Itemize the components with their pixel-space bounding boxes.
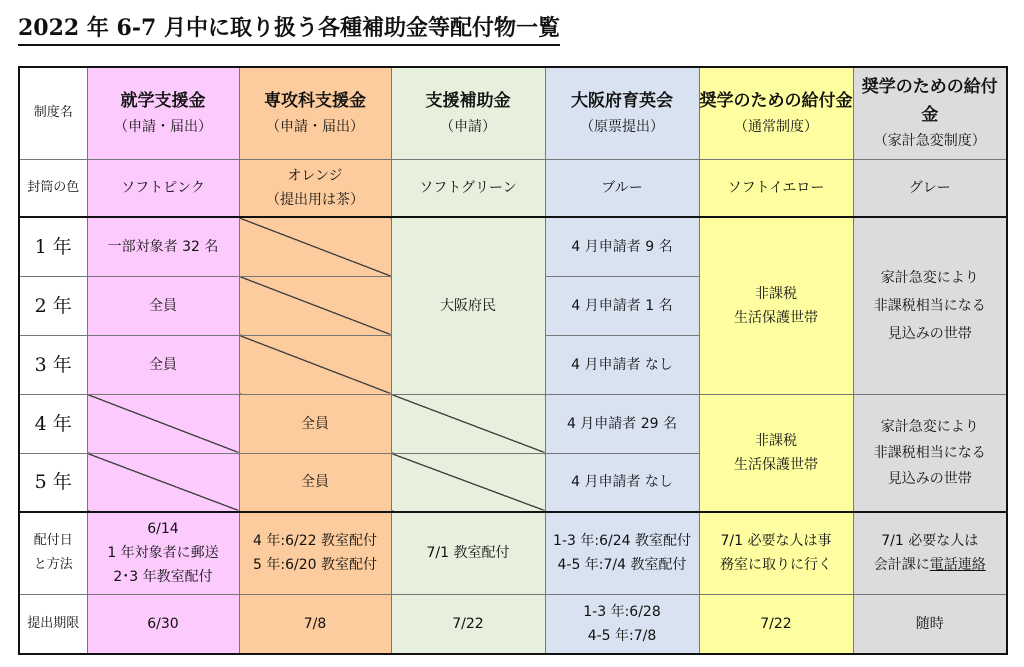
shugaku-grade-1: 一部対象者 32 名: [87, 217, 239, 276]
row-label-deadline: 提出期限: [19, 594, 87, 654]
kyufu-line: 生活保護世帯: [734, 456, 818, 473]
row-label-envelope: 封筒の色: [19, 159, 87, 217]
distribution-text: 会計課に: [873, 557, 930, 574]
deadline-shien: 7/22: [391, 594, 545, 654]
distribution-senkoka: [239, 512, 391, 594]
senkoka-grade-1-not-applicable: [239, 217, 391, 276]
distribution-ikueikai: [545, 512, 699, 594]
column-header-ikueikai: [545, 67, 699, 159]
ikueikai-grade-1: 4 月申請者 9 名: [545, 217, 699, 276]
kyufu-line: 非課税: [755, 432, 797, 449]
senkoka-grade-5: 全員: [239, 453, 391, 512]
label-line: 配付日: [33, 533, 73, 549]
senkoka-grade-4: 全員: [239, 394, 391, 453]
deadline-line: 1-3 年:6/28: [583, 603, 661, 620]
kyufu-line: 生活保護世帯: [734, 309, 818, 326]
column-name: 専攻科支援金: [264, 91, 366, 112]
ikueikai-grade-2: 4 月申請者 1 名: [545, 276, 699, 335]
envelope-color-row: [19, 159, 1007, 217]
distribution-shugaku: [87, 512, 239, 594]
distribution-row: [19, 512, 1007, 594]
distribution-kyuhen: [853, 512, 1007, 594]
shugaku-grade-2: 全員: [87, 276, 239, 335]
row-label-grade-5: 5 年: [19, 453, 87, 512]
grade-1-row: [19, 217, 1007, 276]
column-name: 就学支援金: [120, 91, 206, 112]
row-label-grade-4: 4 年: [19, 394, 87, 453]
column-header-kyuhen: [853, 67, 1007, 159]
subsidy-table: [18, 66, 1008, 655]
row-label-grade-3: 3 年: [19, 335, 87, 394]
deadline-ikueikai: [545, 594, 699, 654]
ikueikai-grade-4: 4 月申請者 29 名: [545, 394, 699, 453]
shien-grade-1-3: 大阪府民: [391, 217, 545, 394]
deadline-kyuhen: 随時: [853, 594, 1007, 654]
kyuhen-line: 見込みの世帯: [887, 470, 972, 487]
distribution-line: 務室に取りに行く: [720, 557, 832, 574]
column-sub: （申請）: [440, 119, 496, 136]
deadline-kyufu: 7/22: [699, 594, 853, 654]
label-line: と方法: [33, 557, 73, 573]
kyufu-grade-1-3: [699, 217, 853, 394]
distribution-line: [854, 553, 1007, 577]
row-label-system: 制度名: [19, 67, 87, 159]
envelope-kyufu: ソフトイエロー: [699, 159, 853, 217]
envelope-line: （提出用は茶）: [266, 191, 364, 208]
shugaku-grade-3: 全員: [87, 335, 239, 394]
distribution-kyufu: [699, 512, 853, 594]
distribution-line: 1-3 年:6/24 教室配付: [553, 533, 691, 550]
column-name: 大阪府育英会: [571, 91, 673, 112]
kyuhen-line: 家計急変により: [880, 418, 979, 435]
deadline-line: 4-5 年:7/8: [587, 627, 657, 644]
ikueikai-grade-3: 4 月申請者 なし: [545, 335, 699, 394]
phone-contact-text: 電話連絡: [929, 557, 986, 574]
shien-grade-5-not-applicable: [391, 453, 545, 512]
distribution-line: 7/1 必要な人は: [881, 533, 979, 550]
kyufu-line: 非課税: [755, 285, 797, 302]
column-sub: （申請・届出）: [266, 119, 364, 136]
row-label-grade-2: 2 年: [19, 276, 87, 335]
distribution-line: 5 年:6/20 教室配付: [253, 557, 377, 574]
kyuhen-line: 非課税相当になる: [873, 444, 986, 461]
distribution-line: 7/1 必要な人は事: [720, 533, 832, 550]
envelope-senkoka: [239, 159, 391, 217]
column-name: 奨学のための給付金: [861, 77, 998, 126]
column-sub: （申請・届出）: [114, 119, 212, 136]
column-header-kyufu: [699, 67, 853, 159]
column-sub: （通常制度）: [734, 119, 818, 136]
distribution-shien: [391, 512, 545, 594]
page-title: 2022 年 6-7 月中に取り扱う各種補助金等配付物一覧: [18, 14, 560, 46]
senkoka-grade-3-not-applicable: [239, 335, 391, 394]
kyuhen-grade-4-5: [853, 394, 1007, 512]
column-header-shien: [391, 67, 545, 159]
column-header-senkoka: [239, 67, 391, 159]
senkoka-grade-2-not-applicable: [239, 276, 391, 335]
column-sub: （原票提出）: [580, 119, 664, 136]
deadline-senkoka: 7/8: [239, 594, 391, 654]
distribution-line: 4-5 年:7/4 教室配付: [557, 557, 687, 574]
distribution-line: 2･3 年教室配付: [113, 569, 213, 586]
envelope-shugaku: ソフトピンク: [87, 159, 239, 217]
kyuhen-line: 家計急変により: [880, 269, 979, 286]
distribution-line: 4 年:6/22 教室配付: [253, 533, 377, 550]
envelope-ikueikai: ブルー: [545, 159, 699, 217]
kyufu-grade-4-5: [699, 394, 853, 512]
deadline-shugaku: 6/30: [87, 594, 239, 654]
envelope-kyuhen: グレー: [853, 159, 1007, 217]
envelope-line: オレンジ: [287, 167, 343, 184]
grade-4-row: [19, 394, 1007, 453]
deadline-row: [19, 594, 1007, 654]
shien-grade-4-not-applicable: [391, 394, 545, 453]
row-label-grade-1: 1 年: [19, 217, 87, 276]
row-label-distribution: [19, 512, 87, 594]
column-name: 支援補助金: [425, 91, 511, 112]
distribution-line: 1 年対象者に郵送: [107, 545, 219, 562]
kyuhen-line: 見込みの世帯: [887, 325, 972, 342]
shugaku-grade-4-not-applicable: [87, 394, 239, 453]
column-sub: （家計急変制度）: [873, 133, 986, 150]
kyuhen-grade-1-3: [853, 217, 1007, 394]
column-header-shugaku: [87, 67, 239, 159]
distribution-line: 7/1 教室配付: [426, 545, 510, 562]
envelope-shien: ソフトグリーン: [391, 159, 545, 217]
column-name: 奨学のための給付金: [699, 91, 853, 112]
ikueikai-grade-5: 4 月申請者 なし: [545, 453, 699, 512]
distribution-line: 6/14: [147, 521, 179, 538]
system-name-row: [19, 67, 1007, 159]
kyuhen-line: 非課税相当になる: [873, 297, 986, 314]
shugaku-grade-5-not-applicable: [87, 453, 239, 512]
